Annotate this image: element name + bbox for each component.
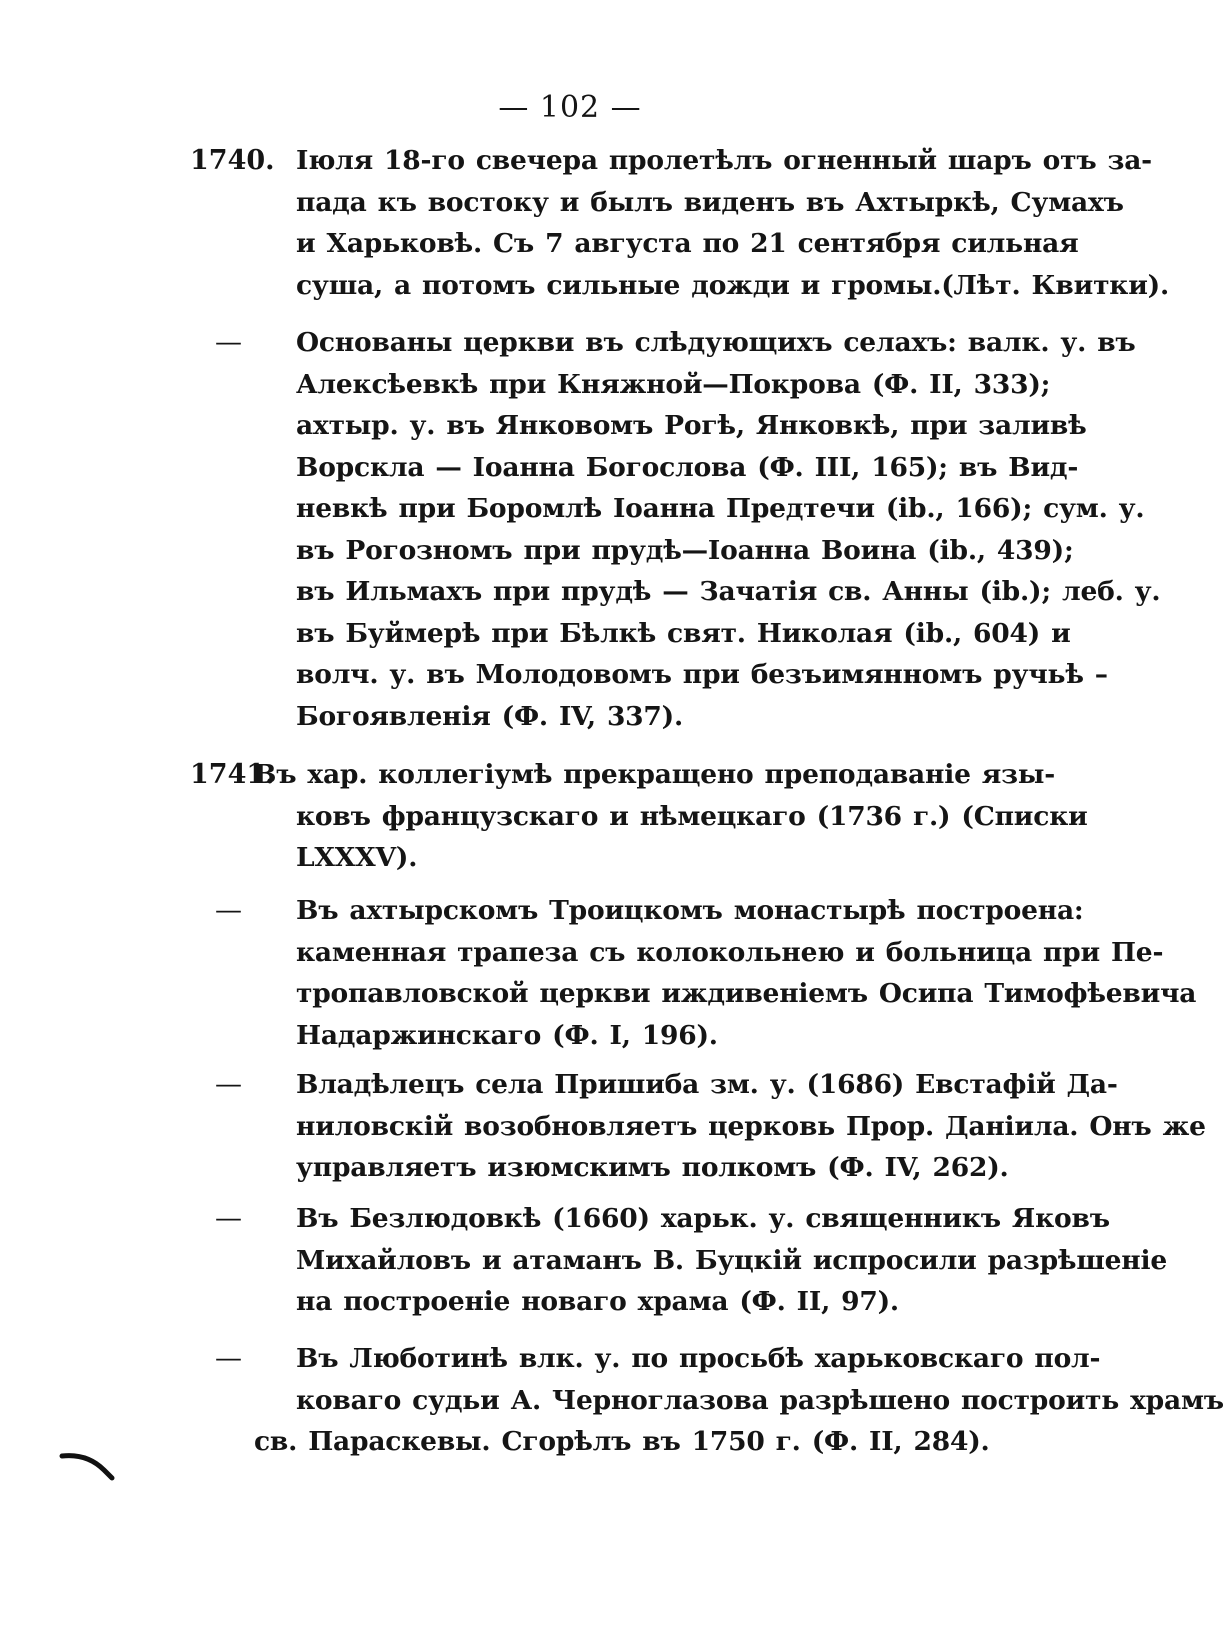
year-marker: 1741. (190, 759, 275, 790)
entry-text (296, 140, 1170, 306)
entry-text (296, 890, 1197, 1056)
entry-text (254, 754, 1088, 879)
text-line: суша, а потомъ сильные дожди и громы.(Лѣт. Квитки). (296, 269, 1170, 301)
text-line: ниловскій возобновляетъ церковь Прор. Даніила. Онъ же (296, 1110, 1206, 1142)
text-line: на построеніе новаго храма (Ф. II, 97). (296, 1286, 899, 1317)
dash-marker: — (215, 1343, 242, 1374)
text-line: Богоявленія (Ф. IV, 337). (296, 700, 684, 732)
dash-marker: — (215, 327, 242, 358)
entry-text (296, 1198, 1168, 1323)
text-line: управляетъ изюмскимъ полкомъ (Ф. IV, 262). (296, 1152, 1009, 1183)
text-line: въ Рогозномъ при прудѣ—Іоанна Воина (ib., 439); (296, 534, 1074, 566)
text-line: пада къ востоку и былъ виденъ въ Ахтыркѣ, Сумахъ (296, 186, 1124, 218)
dash-marker: — (215, 1069, 242, 1100)
entry-text (254, 1338, 1224, 1463)
text-line: Основаны церкви въ слѣдующихъ селахъ: валк. у. въ (296, 327, 1136, 358)
text-line: Владѣлецъ села Пришиба зм. у. (1686) Евстафій Да- (296, 1069, 1118, 1100)
text-line: Въ Безлюдовкѣ (1660) харьк. у. священникъ Яковъ (296, 1203, 1110, 1234)
text-line: ковъ французскаго и нѣмецкаго (1736 г.) (Списки (296, 800, 1088, 832)
text-line: Алексѣевкѣ при Княжной—Покрова (Ф. II, 333); (296, 368, 1051, 400)
text-line: Михайловъ и атаманъ В. Буцкій испросили разрѣшеніе (296, 1244, 1168, 1276)
text-line: Іюля 18-го свечера пролетѣлъ огненный шаръ отъ за- (296, 145, 1152, 176)
text-line: каменная трапеза съ колокольнею и больница при Пе- (296, 936, 1164, 968)
dash-marker: — (215, 895, 242, 926)
text-line: LXXXV). (296, 842, 418, 873)
text-line: ахтыр. у. въ Янковомъ Рогѣ, Янковкѣ, при заливѣ (296, 410, 1087, 441)
text-line: ковaго судьи А. Черноглазова разрѣшено построить храмъ (296, 1384, 1224, 1416)
text-line: и Харьковѣ. Съ 7 августа по 21 сентября сильная (296, 228, 1079, 259)
entry-text (296, 322, 1161, 737)
text-line: Надаржинскаго (Ф. I, 196). (296, 1019, 718, 1051)
dash-marker: — (215, 1203, 242, 1234)
text-line: Въ хар. коллегіумѣ прекращено преподаваніе язы- (254, 759, 1056, 790)
page-number: — 102 — (498, 90, 642, 125)
text-line: Въ ахтырскомъ Троицкомъ монастырѣ построена: (296, 895, 1084, 926)
text-line: тропавловской церкви иждивеніемъ Осипа Тимофѣевича (296, 978, 1197, 1009)
text-line: волч. у. въ Молодовомъ при безъимянномъ ручьѣ – (296, 659, 1108, 690)
text-line: въ Буймерѣ при Бѣлкѣ свят. Николая (ib., 604) и (296, 617, 1071, 649)
text-line: въ Ильмахъ при прудѣ — Зачатія св. Анны (ib.); леб. у. (296, 576, 1161, 607)
ink-mark (60, 1448, 120, 1484)
entry-text (296, 1064, 1206, 1189)
year-marker: 1740. (190, 145, 275, 176)
text-line: Въ Люботинѣ влк. у. по просьбѣ харьковскаго пол- (296, 1343, 1101, 1374)
text-line: невкѣ при Боромлѣ Іоанна Предтечи (ib., 166); сум. у. (296, 493, 1145, 524)
text-line: Ворскла — Іоанна Богослова (Ф. III, 165); въ Вид- (296, 451, 1079, 483)
text-line: св. Параскевы. Сгорѣлъ въ 1750 г. (Ф. II, 284). (254, 1426, 990, 1457)
